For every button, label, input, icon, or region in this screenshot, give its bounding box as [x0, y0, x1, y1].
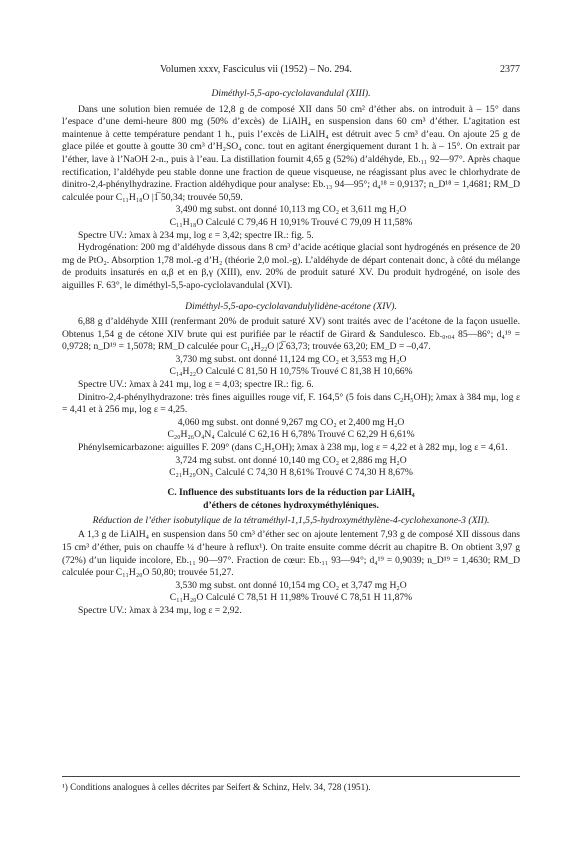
section-heading-line-2: d’éthers de cétones hydroxyméthyléniques. [203, 499, 379, 511]
spacer [62, 293, 520, 301]
paragraph: Dinitro-2,4-phénylhydrazone: très fines aiguilles rouge vif, F. 164,5° (5 fois dans C₂H₅OH); λmax à 384 mμ, log ε = 4,41 et à 256 mμ, log ε = 4,25. [62, 391, 520, 416]
page-number: 2377 [500, 64, 520, 75]
analysis-line: 4,060 mg subst. ont donné 9,267 mg CO₂ et 2,400 mg H₂O [177, 416, 405, 428]
paragraph: A 1,3 g de LiAlH₄ en suspension dans 50 cm³ d’éther sec on ajoute lentement 7,93 g de composé XII dissous dans 15 cm³ d’éther, puis on chauffe ¼ d’heure à reflux¹). On traite ensuite comme décrit au chapitre B. On obtient 3,97 g (72%) d’un liquide incolore, Eb.₁₁ 90—97°. Fraction de cœur: Eb.₁₁ 93—94°; d₄¹⁹ = 0,9039; n_D¹⁹ = 1,4630; RM_D calculée pour C₁₁H₂₀O 50,80; trouvée 51,27. [62, 529, 520, 579]
analysis-line: C₂₁H₂₉ON₃ Calculé C 74,30 H 8,61% Trouvé C 74,30 H 8,67% [169, 467, 413, 479]
section-heading [62, 486, 520, 512]
paragraph: Spectre UV.: λmax à 234 mμ, log ε = 3,42; spectre IR.: fig. 5. [78, 229, 314, 241]
paragraph: Spectre UV.: λmax à 241 mμ, log ε = 4,03; spectre IR.: fig. 6. [78, 379, 314, 391]
running-title: Volumen xxxv, Fasciculus vii (1952) – No. 294. [160, 64, 352, 75]
compound-heading: Diméthyl-5,5-apo-cyclolavandulal (XIII). [211, 88, 371, 99]
paragraph: Phénylsemicarbazone: aiguilles F. 209° (dans C₂H₅OH); λmax à 238 mμ, log ε = 4,22 et à 282 mμ, log ε = 4,61. [78, 442, 508, 454]
running-header [60, 64, 520, 78]
analysis-line: C₁₁H₁₈O Calculé C 79,46 H 10,91% Trouvé C 79,09 H 11,58% [169, 216, 413, 228]
analysis-line: 3,730 mg subst. ont donné 11,124 mg CO₂ et 3,553 mg H₂O [175, 353, 407, 365]
analysis-line: C₁₄H₂₂O Calculé C 81,50 H 10,75% Trouvé C 81,38 H 10,66% [169, 366, 413, 378]
compound-heading: Diméthyl-5,5-apo-cyclolavandulylidène-acétone (XIV). [185, 300, 397, 312]
document-body [62, 88, 520, 618]
analysis-line: 3,530 mg subst. ont donné 10,154 mg CO₂ et 3,747 mg H₂O [175, 579, 407, 591]
footnote: ¹) Conditions analogues à celles décrites par Seifert & Schinz, Helv. 34, 728 (1951). [62, 776, 520, 794]
paragraph: Hydrogénation: 200 mg d’aldéhyde dissous dans 8 cm³ d’acide acétique glacial sont hydrogénés en présence de 20 mg de PtO₂. Absorption 1,78 mol.-g d’H₂ (théorie 2,0 mol.-g). L’aldéhyde de départ contenait donc, à côté du mélange de produits insaturés en α,β et en β,γ (XIII), env. 20% de produit saturé XV. Du produit hydrogéné, on isole des aiguilles F. 63°, le diméthyl-5,5-apo-cyclolavandulal (XVI). [62, 242, 520, 291]
section-heading-line-1: C. Influence des substituants lors de la réduction par LiAlH₄ [167, 486, 415, 498]
paragraph: Spectre UV.: λmax à 234 mμ, log ε = 2,92. [78, 604, 242, 616]
analysis-line: 3,490 mg subst. ont donné 10,113 mg CO₂ et 3,611 mg H₂O [175, 204, 407, 216]
analysis-line: 3,724 mg subst. ont donné 10,140 mg CO₂ et 2,886 mg H₂O [175, 454, 407, 466]
analysis-line: C₁₁H₂₀O Calculé C 78,51 H 11,98% Trouvé C 78,51 H 11,87% [169, 592, 413, 604]
analysis-line: C₂₀H₂₆O₄N₄ Calculé C 62,16 H 6,78% Trouvé C 62,29 H 6,61% [167, 429, 415, 441]
paragraph: 6,88 g d’aldéhyde XIII (renfermant 20% de produit saturé XV) sont traités avec de l’acétone de la façon usuelle. Obtenus 1,54 g de cétone XIV brute qui est purifiée par le réactif de Girard & Sandulesco. Eb.₀,₀₄ 85—86°; d₄¹⁹ = 0,9728; n_D¹⁹ = 1,5078; RM_D calculée pour C₁₄H₂₂O |2̅ 63,73; trouvée 63,20; EM_D = –0,47. [62, 316, 520, 353]
paragraph: Dans une solution bien remuée de 12,8 g de composé XII dans 50 cm² d’éther abs. on introduit à – 15° dans l’espace d’une demi-heure 800 mg (50% d’excès) de LiAlH₄ en suspension dans 60 cm³ d’éther. L’agitation est maintenue à cette température pendant 1 h., puis l’excès de LiAlH₄ est détruit avec 5 cm³ d’eau. On ajoute 25 g de glace pilée et goutte à goutte 30 cm³ d’H₂SO₄ conc. tout en agitant énergiquement durant 1 h. à – 15°. On extrait par l’éther, lave à l’NaOH 2-n., puis à l’eau. La distillation fournit 4,65 g (52%) d’aldéhyde, Eb.₁₁ 92—97°. Après chaque rectification, l’aldéhyde peu stable donne une fraction de queue visqueuse, ne réagissant plus avec le chlorhydrate de dinitro-2,4-phénylhydrazine. Fraction aldéhydique pour analyse: Eb.₁₃ 94—95°; d₄¹⁸ = 0,9137; n_D¹⁸ = 1,4681; RM_D calculée pour C₁₁H₁₈O |1̅ 50,34; trouvée 50,59. [62, 103, 520, 203]
subsection-heading: Réduction de l’éther isobutylique de la tétraméthyl-1,1,5,5-hydroxyméthylène-4-cyclohexanone-3 (XII). [92, 514, 490, 526]
